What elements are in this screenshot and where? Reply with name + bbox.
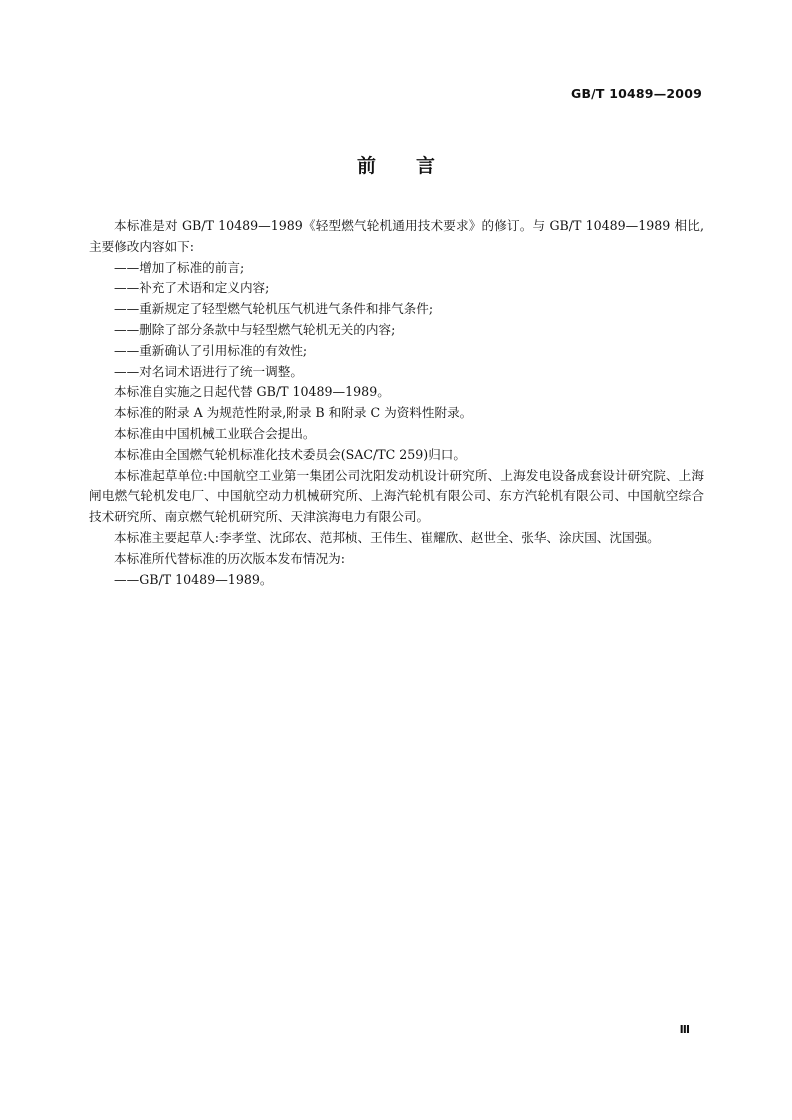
appendix-paragraph: 本标准的附录 A 为规范性附录,附录 B 和附录 C 为资料性附录。 bbox=[114, 405, 473, 421]
page-number: Ⅲ bbox=[679, 1023, 690, 1036]
foreword-body bbox=[89, 216, 704, 590]
standard-code: GB/T 10489—2009 bbox=[570, 86, 702, 101]
change-item: ——重新规定了轻型燃气轮机压气机进气条件和排气条件; bbox=[114, 301, 434, 317]
title-char-2: 言 bbox=[416, 155, 436, 177]
change-item: ——删除了部分条款中与轻型燃气轮机无关的内容; bbox=[114, 321, 396, 337]
history-intro-paragraph: 本标准所代替标准的历次版本发布情况为: bbox=[114, 550, 345, 566]
drafters-paragraph: 本标准主要起草人:李孝堂、沈邱农、范邦桢、王伟生、崔耀欣、赵世全、张华、涂庆国、沈国强。 bbox=[114, 529, 660, 545]
page-title bbox=[0, 151, 792, 178]
replace-paragraph: 本标准自实施之日起代替 GB/T 10489—1989。 bbox=[114, 384, 390, 400]
change-item: ——对名词术语进行了统一调整。 bbox=[114, 363, 303, 379]
title-char-1: 前 bbox=[356, 155, 376, 177]
change-item: ——重新确认了引用标准的有效性; bbox=[114, 342, 308, 358]
change-item: ——补充了术语和定义内容; bbox=[114, 280, 270, 296]
change-item: ——增加了标准的前言; bbox=[114, 259, 245, 275]
intro-paragraph: 本标准是对 GB/T 10489—1989《轻型燃气轮机通用技术要求》的修订。与 GB/T 10489—1989 相比,主要修改内容如下: bbox=[89, 218, 704, 254]
history-item: ——GB/T 10489—1989。 bbox=[114, 571, 273, 587]
proposed-by-paragraph: 本标准由中国机械工业联合会提出。 bbox=[114, 425, 316, 441]
drafting-units-paragraph: 本标准起草单位:中国航空工业第一集团公司沈阳发动机设计研究所、上海发电设备成套设计研究院、上海闸电燃气轮机发电厂、中国航空动力机械研究所、上海汽轮机有限公司、东方汽轮机有限公司、中国航空综合技术研究所、南京燃气轮机研究所、天津滨海电力有限公司。 bbox=[89, 467, 704, 525]
centralized-by-paragraph: 本标准由全国燃气轮机标准化技术委员会(SAC/TC 259)归口。 bbox=[114, 446, 466, 462]
